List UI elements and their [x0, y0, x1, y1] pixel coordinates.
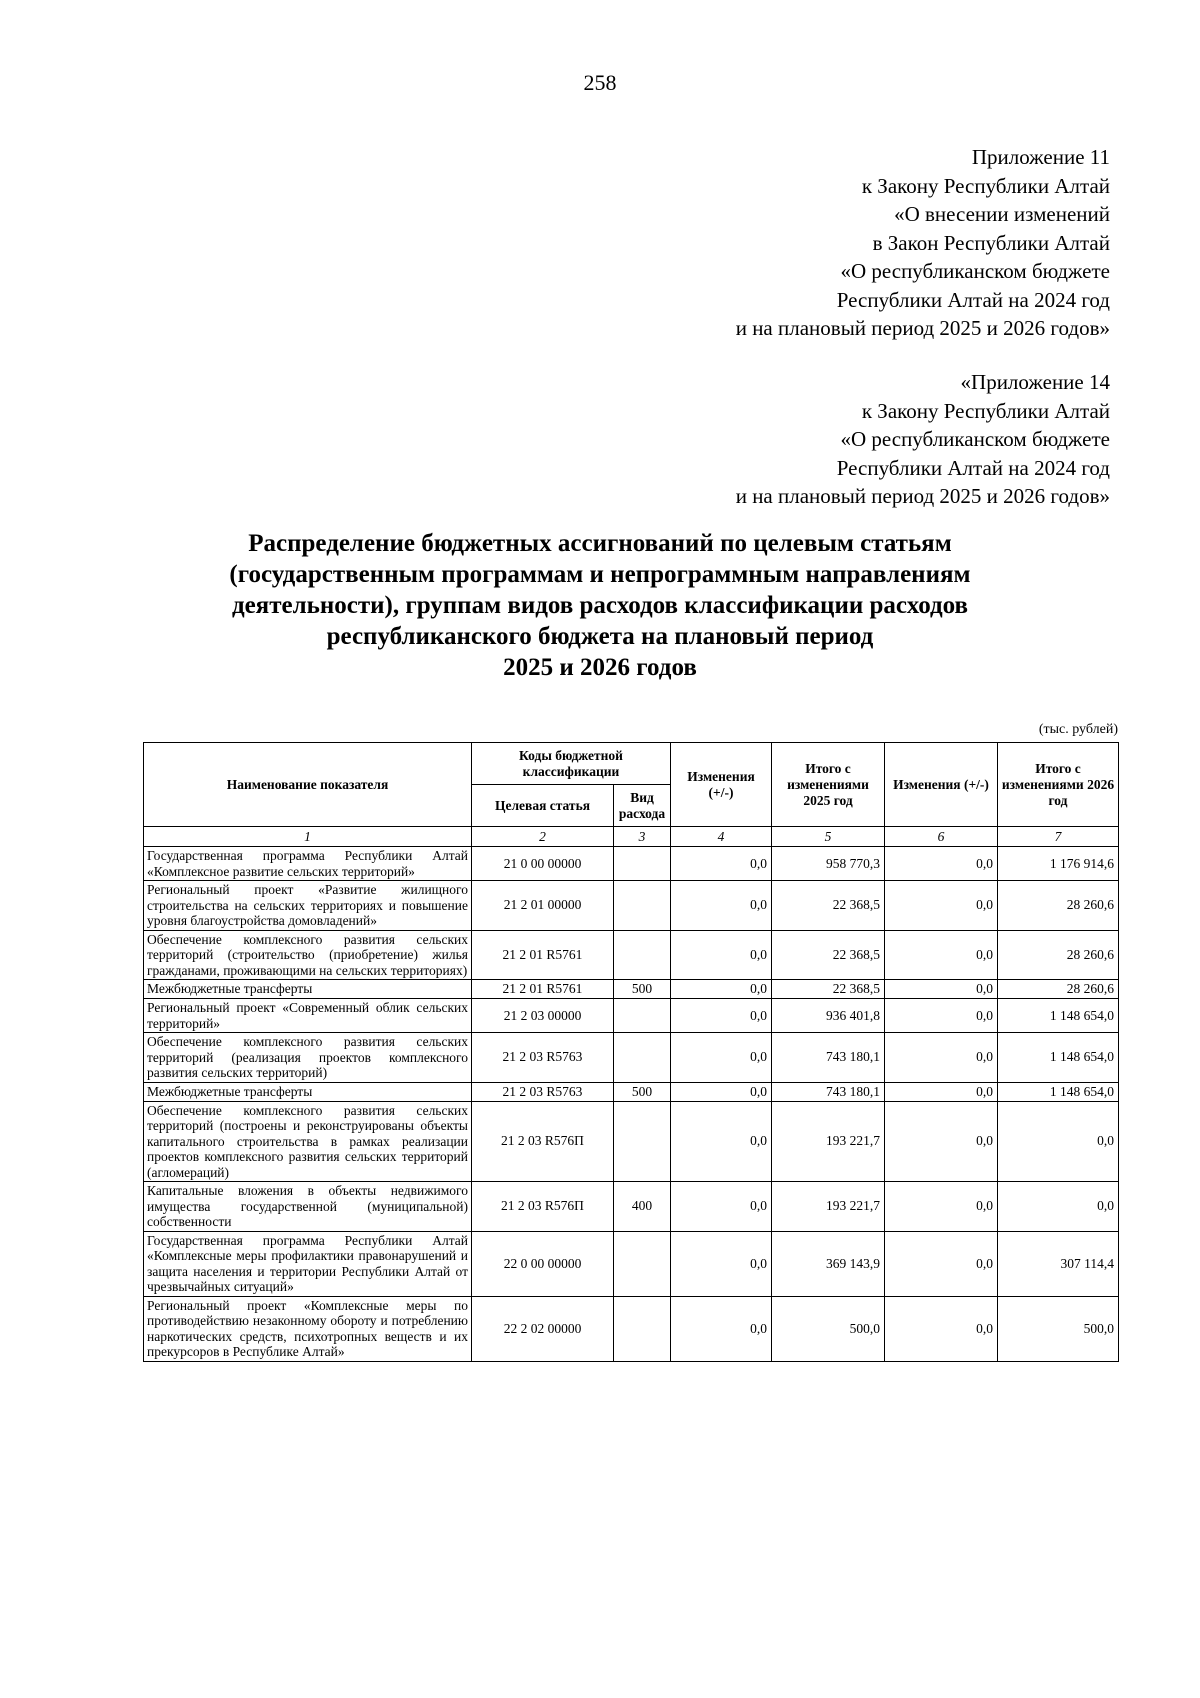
- row-name: Региональный проект «Комплексные меры по противодействию незаконному обороту и потреблению наркотических средств, психотропных веществ и их прекурсоров в Республике Алтай»: [144, 1296, 472, 1361]
- row-name: Межбюджетные трансферты: [144, 1082, 472, 1101]
- row-change-2026: 0,0: [885, 1296, 998, 1361]
- row-total-2026: 28 260,6: [998, 881, 1119, 931]
- row-expense-type: [614, 1296, 671, 1361]
- row-total-2025: 958 770,3: [772, 847, 885, 881]
- row-change-2026: 0,0: [885, 1082, 998, 1101]
- document-title: [130, 528, 1070, 683]
- row-total-2026: 0,0: [998, 1182, 1119, 1232]
- row-change-2026: 0,0: [885, 1101, 998, 1182]
- table-row: [144, 1082, 1119, 1101]
- row-expense-type: [614, 930, 671, 980]
- row-target-code: 22 2 02 00000: [472, 1296, 614, 1361]
- header-total-2026: Итого с изменениями 2026 год: [998, 743, 1119, 827]
- row-total-2025: 743 180,1: [772, 1033, 885, 1083]
- header-total-2025: Итого с изменениями 2025 год: [772, 743, 885, 827]
- row-expense-type: [614, 1101, 671, 1182]
- row-change-2026: 0,0: [885, 1033, 998, 1083]
- row-target-code: 21 0 00 00000: [472, 847, 614, 881]
- row-change-2026: 0,0: [885, 999, 998, 1033]
- column-number: 3: [614, 827, 671, 847]
- row-name: Региональный проект «Современный облик сельских территорий»: [144, 999, 472, 1033]
- row-total-2026: 1 148 654,0: [998, 1033, 1119, 1083]
- row-change-2026: 0,0: [885, 881, 998, 931]
- table-row: [144, 980, 1119, 999]
- row-change-2025: 0,0: [671, 1296, 772, 1361]
- column-number: 2: [472, 827, 614, 847]
- row-total-2026: 28 260,6: [998, 930, 1119, 980]
- row-target-code: 21 2 03 R5763: [472, 1082, 614, 1101]
- row-change-2025: 0,0: [671, 1082, 772, 1101]
- column-number: 1: [144, 827, 472, 847]
- row-total-2026: 1 148 654,0: [998, 1082, 1119, 1101]
- header-type: Вид расхода: [614, 785, 671, 827]
- row-total-2026: 1 148 654,0: [998, 999, 1119, 1033]
- row-change-2026: 0,0: [885, 930, 998, 980]
- row-total-2025: 500,0: [772, 1296, 885, 1361]
- title-line: 2025 и 2026 годов: [503, 654, 697, 681]
- row-name: Межбюджетные трансферты: [144, 980, 472, 999]
- appendix-line: Приложение 11: [971, 145, 1110, 169]
- table-row: [144, 1101, 1119, 1182]
- row-total-2026: 307 114,4: [998, 1231, 1119, 1296]
- appendix-reference-1: [736, 143, 1110, 343]
- title-line: (государственным программам и непрограммным направлениям: [229, 561, 971, 588]
- row-expense-type: [614, 1033, 671, 1083]
- row-total-2025: 22 368,5: [772, 881, 885, 931]
- row-name: Капитальные вложения в объекты недвижимого имущества государственной (муниципальной) собственности: [144, 1182, 472, 1232]
- row-change-2025: 0,0: [671, 999, 772, 1033]
- appendix-line: в Закон Республики Алтай: [872, 230, 1110, 255]
- header-name: Наименование показателя: [144, 743, 472, 827]
- row-name: Обеспечение комплексного развития сельских территорий (строительство (приобретение) жилья гражданами, проживающими на сельских территориях): [144, 930, 472, 980]
- page-number: 258: [583, 70, 617, 95]
- row-target-code: 21 2 01 00000: [472, 881, 614, 931]
- row-total-2025: 743 180,1: [772, 1082, 885, 1101]
- column-number: 7: [998, 827, 1119, 847]
- row-total-2026: 28 260,6: [998, 980, 1119, 999]
- table-row: [144, 930, 1119, 980]
- row-name: Обеспечение комплексного развития сельских территорий (построены и реконструированы объекты капитального строительства в рамках реализации проектов комплексного развития сельских территорий (агломераций): [144, 1101, 472, 1182]
- budget-table: [143, 742, 1119, 1362]
- row-target-code: 22 0 00 00000: [472, 1231, 614, 1296]
- row-change-2026: 0,0: [885, 1231, 998, 1296]
- row-total-2025: 193 221,7: [772, 1182, 885, 1232]
- row-expense-type: [614, 999, 671, 1033]
- row-expense-type: [614, 881, 671, 931]
- header-change-2025: Изменения (+/-): [671, 743, 772, 827]
- header-target: Целевая статья: [472, 785, 614, 827]
- row-expense-type: 400: [614, 1182, 671, 1232]
- row-total-2025: 22 368,5: [772, 930, 885, 980]
- row-target-code: 21 2 03 R576П: [472, 1182, 614, 1232]
- row-change-2026: 0,0: [885, 847, 998, 881]
- row-total-2026: 1 176 914,6: [998, 847, 1119, 881]
- appendix-line: и на плановый период 2025 и 2026 годов»: [735, 316, 1110, 340]
- title-line: деятельности), группам видов расходов классификации расходов: [231, 592, 969, 619]
- row-change-2025: 0,0: [671, 930, 772, 980]
- appendix-line: и на плановый период 2025 и 2026 годов»: [735, 484, 1110, 508]
- row-name: Обеспечение комплексного развития сельских территорий (реализация проектов комплексного развития сельских территорий): [144, 1033, 472, 1083]
- appendix-line: «Приложение 14: [960, 370, 1110, 394]
- row-change-2025: 0,0: [671, 1231, 772, 1296]
- row-change-2026: 0,0: [885, 1182, 998, 1232]
- row-total-2026: 0,0: [998, 1101, 1119, 1182]
- column-number: 6: [885, 827, 998, 847]
- row-expense-type: [614, 1231, 671, 1296]
- row-total-2025: 22 368,5: [772, 980, 885, 999]
- row-target-code: 21 2 01 R5761: [472, 930, 614, 980]
- row-total-2025: 193 221,7: [772, 1101, 885, 1182]
- header-change-2026: Изменения (+/-): [885, 743, 998, 827]
- row-change-2025: 0,0: [671, 980, 772, 999]
- column-number-row: [144, 827, 1119, 847]
- table-row: [144, 1182, 1119, 1232]
- row-change-2025: 0,0: [671, 847, 772, 881]
- appendix-reference-2: [736, 368, 1110, 511]
- row-change-2026: 0,0: [885, 980, 998, 999]
- row-total-2026: 500,0: [998, 1296, 1119, 1361]
- column-number: 4: [671, 827, 772, 847]
- row-name: Государственная программа Республики Алтай «Комплексные меры профилактики правонарушений и защита населения и территории Республики Алтай от чрезвычайных ситуаций»: [144, 1231, 472, 1296]
- row-change-2025: 0,0: [671, 881, 772, 931]
- row-target-code: 21 2 03 00000: [472, 999, 614, 1033]
- appendix-line: «О республиканском бюджете: [840, 259, 1110, 283]
- table-row: [144, 1033, 1119, 1083]
- row-expense-type: 500: [614, 980, 671, 999]
- table-row: [144, 881, 1119, 931]
- row-target-code: 21 2 03 R576П: [472, 1101, 614, 1182]
- column-number: 5: [772, 827, 885, 847]
- row-target-code: 21 2 03 R5763: [472, 1033, 614, 1083]
- appendix-line: Республики Алтай на 2024 год: [836, 455, 1110, 480]
- row-total-2025: 369 143,9: [772, 1231, 885, 1296]
- table-row: [144, 847, 1119, 881]
- header-codes: Коды бюджетной классификации: [472, 743, 671, 785]
- appendix-line: к Закону Республики Алтай: [861, 173, 1110, 198]
- appendix-line: «О внесении изменений: [894, 202, 1110, 226]
- row-expense-type: [614, 847, 671, 881]
- title-line: Распределение бюджетных ассигнований по целевым статьям: [248, 530, 952, 557]
- row-change-2025: 0,0: [671, 1033, 772, 1083]
- table-row: [144, 999, 1119, 1033]
- row-change-2025: 0,0: [671, 1182, 772, 1232]
- row-change-2025: 0,0: [671, 1101, 772, 1182]
- appendix-line: «О республиканском бюджете: [840, 427, 1110, 451]
- table-row: [144, 1231, 1119, 1296]
- table-row: [144, 1296, 1119, 1361]
- appendix-line: к Закону Республики Алтай: [861, 398, 1110, 423]
- row-name: Региональный проект «Развитие жилищного строительства на сельских территориях и повышение уровня благоустройства домовладений»: [144, 881, 472, 931]
- row-total-2025: 936 401,8: [772, 999, 885, 1033]
- row-expense-type: 500: [614, 1082, 671, 1101]
- row-target-code: 21 2 01 R5761: [472, 980, 614, 999]
- appendix-line: Республики Алтай на 2024 год: [836, 287, 1110, 312]
- row-name: Государственная программа Республики Алтай «Комплексное развитие сельских территорий»: [144, 847, 472, 881]
- units-label: (тыс. рублей): [1038, 722, 1118, 737]
- title-line: республиканского бюджета на плановый период: [326, 623, 874, 650]
